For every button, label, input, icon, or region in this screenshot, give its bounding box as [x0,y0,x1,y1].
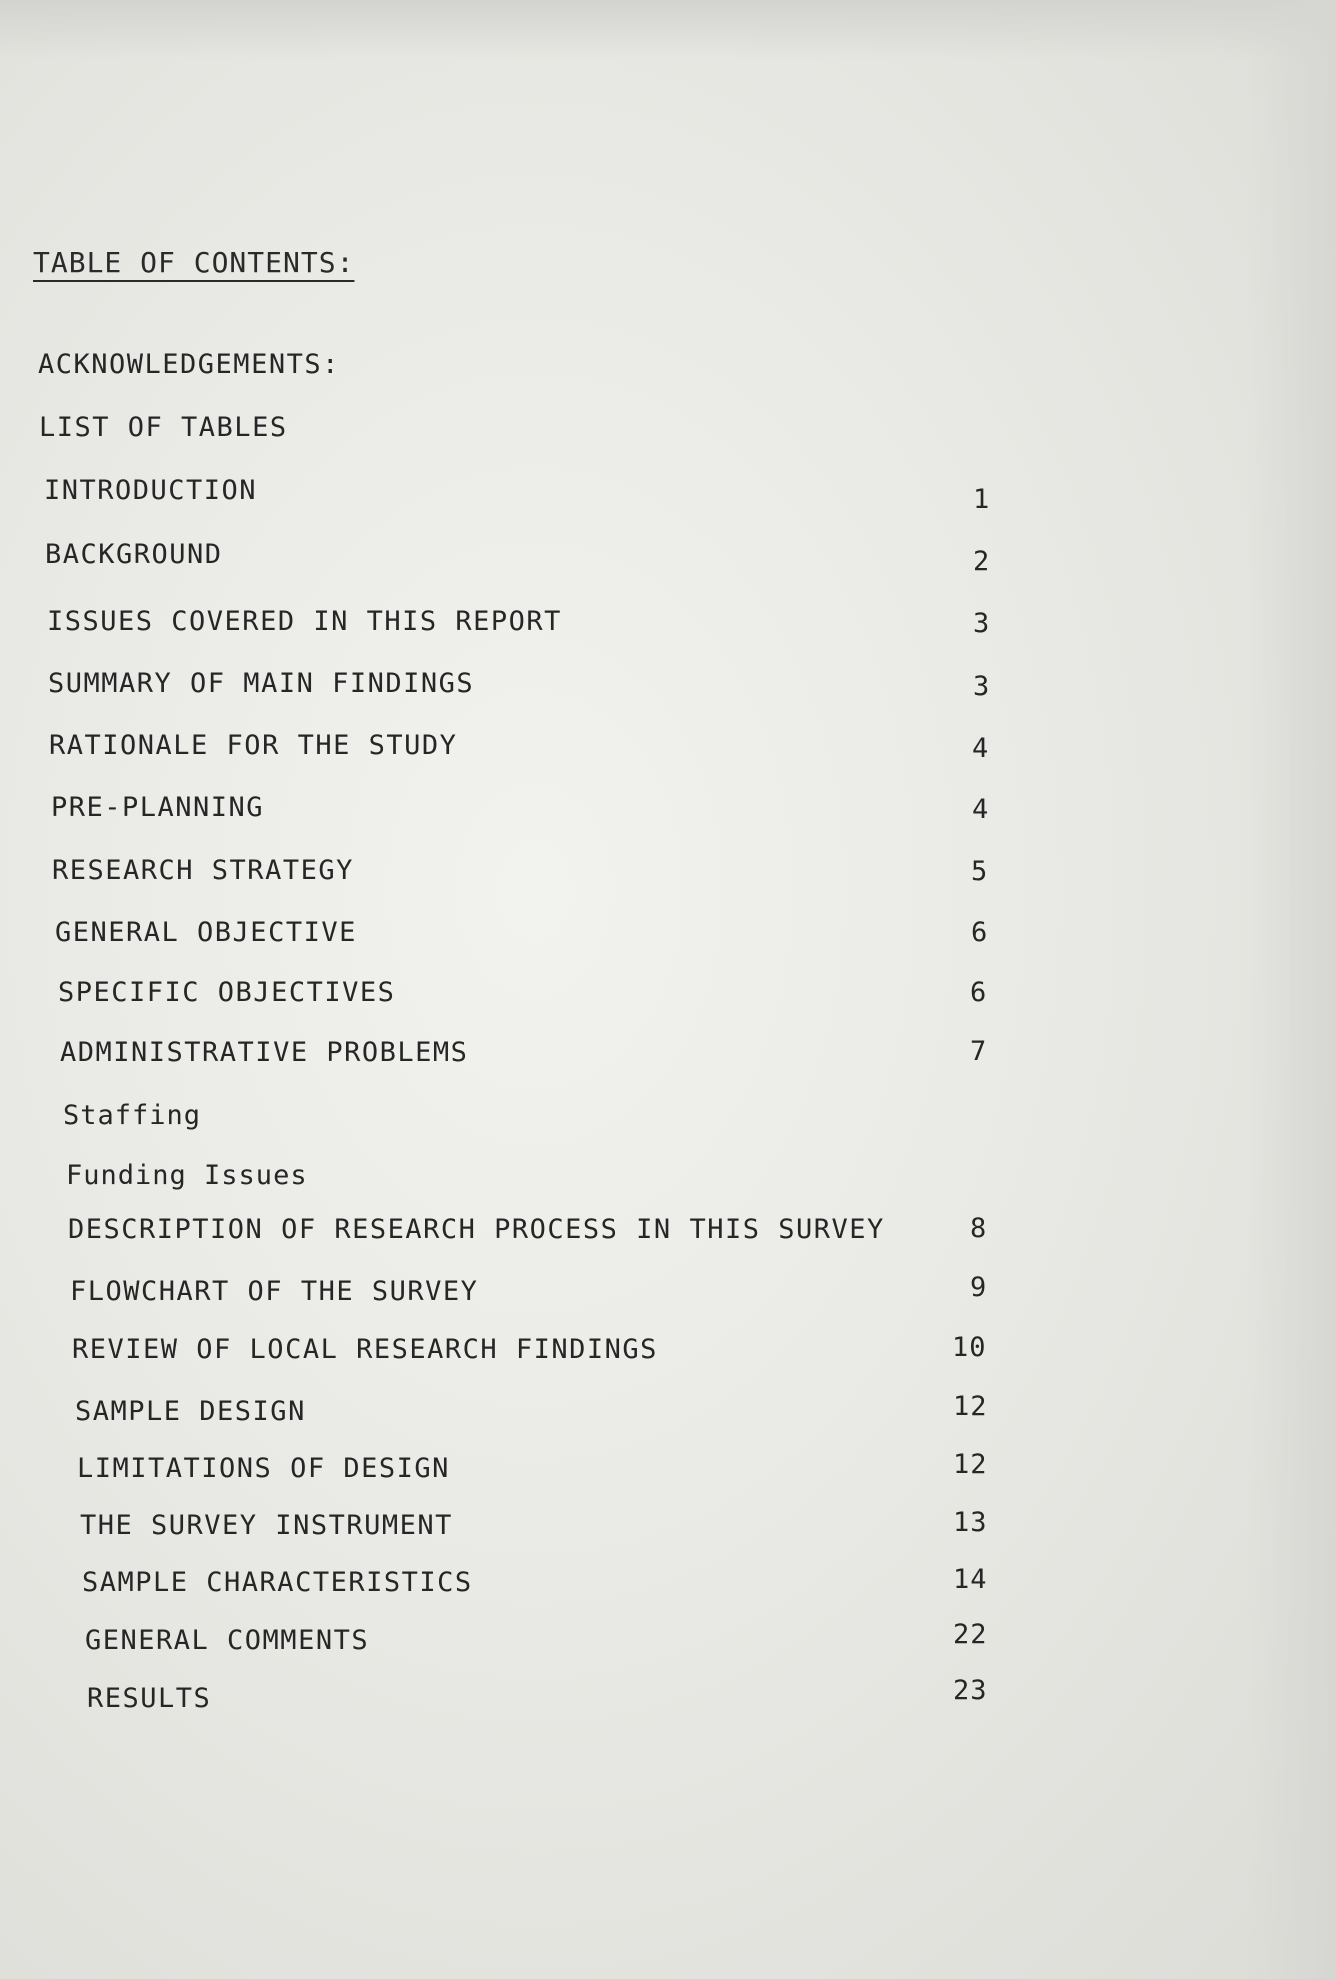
toc-entry [87,1683,211,1715]
toc-entry-title: ACKNOWLEDGEMENTS: [38,349,340,380]
toc-entry [66,1160,308,1192]
toc-entry [82,1567,473,1599]
toc-page-number: 4 [972,794,990,825]
toc-page-number: 8 [970,1213,988,1244]
toc-entry [77,1453,450,1485]
toc-page-number: 9 [970,1272,988,1303]
toc-page-number: 3 [973,671,991,702]
toc-entry-title: SAMPLE DESIGN [75,1396,306,1427]
toc-page-number: 12 [953,1449,988,1480]
toc-entry [51,792,264,824]
toc-entry-title: DESCRIPTION OF RESEARCH PROCESS IN THIS SURVEY [68,1214,885,1245]
toc-entry [55,917,357,949]
toc-page-number: 7 [970,1036,988,1067]
toc-entry [85,1625,369,1657]
toc-entry-title: SPECIFIC OBJECTIVES [58,977,396,1008]
toc-entry-title: Staffing [63,1100,202,1131]
toc-entry-title: GENERAL COMMENTS [85,1625,370,1656]
toc-page-number: 1 [973,484,991,515]
toc-page-number: 12 [953,1391,988,1422]
toc-entry [48,668,474,700]
toc-page-number: 6 [970,977,988,1008]
toc-entry-title: THE SURVEY INSTRUMENT [80,1510,453,1541]
toc-entry [49,730,457,762]
toc-page-number: 6 [971,917,989,948]
toc-entry-title: INTRODUCTION [44,475,258,506]
toc-entry-title: SUMMARY OF MAIN FINDINGS [48,668,475,699]
toc-entry-title: RATIONALE FOR THE STUDY [49,730,458,761]
toc-page-number: 22 [953,1619,988,1650]
toc-entry [70,1276,478,1308]
toc-entry [38,349,340,381]
toc-entry-title: BACKGROUND [45,539,223,570]
toc-page-number: 2 [973,546,991,577]
toc-entry-title: ADMINISTRATIVE PROBLEMS [60,1037,469,1068]
toc-entry [44,475,257,507]
toc-entry [39,412,288,444]
toc-entry [45,539,223,571]
toc-page-number: 5 [971,856,989,887]
toc-entry-title: SAMPLE CHARACTERISTICS [82,1567,473,1598]
toc-page-number: 23 [953,1675,988,1706]
toc-entry [75,1396,306,1428]
toc-page-number: 13 [953,1507,988,1538]
toc-entry [63,1100,201,1132]
toc-entry-title: ISSUES COVERED IN THIS REPORT [47,606,562,637]
toc-page-number: 4 [972,733,990,764]
toc-entry [47,606,562,638]
toc-page-number: 3 [973,608,991,639]
toc-entry [80,1510,453,1542]
toc-entry-title: RESEARCH STRATEGY [52,855,354,886]
toc-entry [72,1334,658,1366]
toc-entry-title: LIMITATIONS OF DESIGN [77,1453,450,1484]
toc-entry-title: PRE-PLANNING [51,792,265,823]
toc-entry [58,977,395,1009]
toc-entry-title: LIST OF TABLES [39,412,288,443]
toc-entry-title: GENERAL OBJECTIVE [55,917,357,948]
toc-page-number: 14 [953,1564,988,1595]
toc-entry [68,1214,885,1246]
toc-heading: TABLE OF CONTENTS: [33,246,355,279]
toc-entry-title: Funding Issues [66,1160,308,1191]
toc-entry-title: RESULTS [87,1683,212,1714]
toc-entry-title: FLOWCHART OF THE SURVEY [70,1276,479,1307]
toc-entry [60,1037,468,1069]
toc-page-number: 10 [952,1332,987,1363]
toc-entry [52,855,354,887]
toc-entry-title: REVIEW OF LOCAL RESEARCH FINDINGS [72,1334,658,1365]
